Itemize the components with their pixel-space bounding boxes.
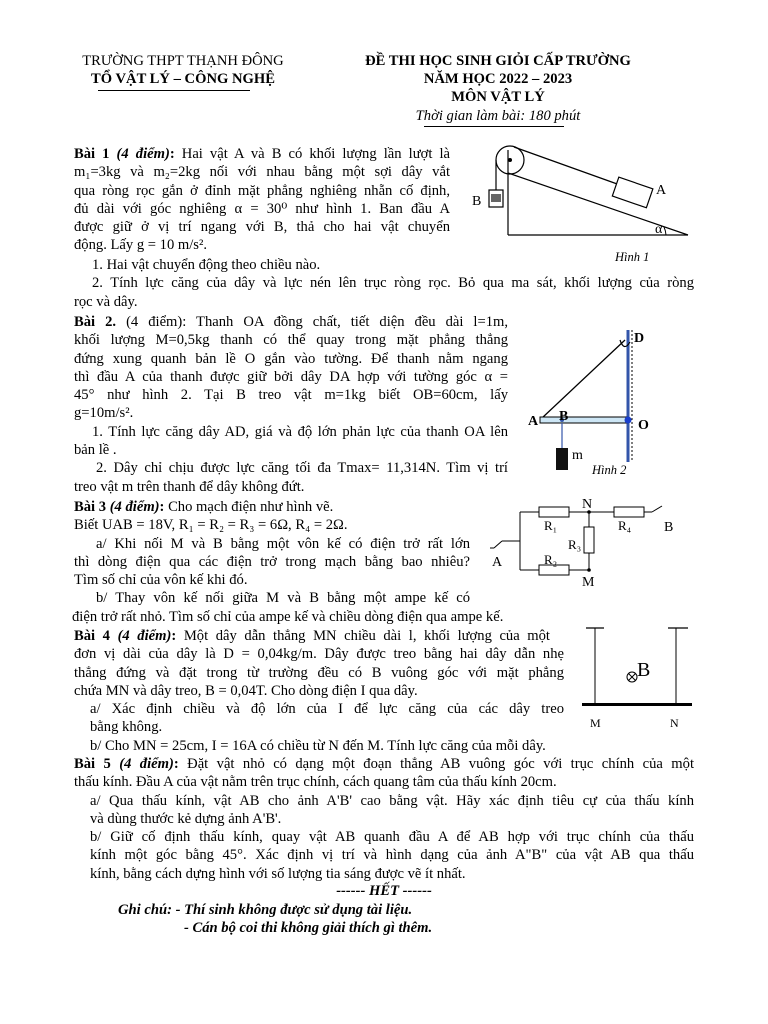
label-n: N	[670, 716, 679, 730]
figure-1-incline	[470, 140, 700, 270]
wall	[628, 330, 632, 462]
problem-5-question-a: a/ Qua thấu kính, vật AB cho ảnh A'B' cao bằng vật. Hãy xác định tiêu cự của thấu kính	[90, 792, 694, 809]
school-name: TRƯỜNG THPT THẠNH ĐÔNG	[82, 53, 284, 69]
problem-4-line: chứa MN và dây treo, B = 0,04T. Cho dòng điện I qua dây.	[74, 682, 418, 699]
label-a: A	[656, 183, 667, 198]
label-b-field: B	[637, 659, 651, 681]
problem-5-label: Bài 5	[74, 756, 111, 772]
problem-3-points: (4 điểm)	[109, 499, 160, 515]
label-b: B	[559, 409, 569, 424]
label-n: N	[582, 497, 593, 512]
problem-2-line: 45° như hình 2. Tại B treo vật m=1kg biết OB=60cm, lấy	[74, 387, 508, 404]
figure-2-caption: Hình 2	[592, 463, 627, 477]
label-m: M	[582, 575, 595, 590]
problem-5-question-b-cont: kính một góc bằng 45°. Xác định vị trí và hình dạng của ảnh A"B" của vật AB qua thấu	[90, 847, 694, 864]
problem-1-line: Hai vật A và B có khối lượng lần lượt là	[181, 146, 450, 162]
problem-5-question-b: b/ Giữ cố định thấu kính, quay vật AB quanh đầu A để AB hợp với trục chính của thấu	[90, 829, 694, 846]
resistor-r1	[539, 507, 569, 517]
problem-2-line: khối lượng M=0,5kg thanh có thể quay trong mặt phẳng thẳng	[74, 332, 508, 349]
label-o: O	[638, 418, 649, 433]
footer-note-1: Ghi chú: - Thí sinh không được sử dụng tài liệu.	[118, 902, 413, 918]
header-underline-left	[98, 90, 250, 91]
problem-3-text: Bài 3 (4 điểm): Cho mạch điện như hình vẽ. Biết UAB = 18V, R₁ = R₂ = R₃ = 6Ω, R₄ = 2Ω. a/ Khi nối M và B bằng một vôn kế có điện trở rất lớn thì dòng điện qua các điện trở trong mạch bằng bao nhiêu? Tìm số chỉ của vôn kế khi đó. b/ Thay vôn kế nối giữa M và B bằng một ampe kế có điện trở rất nhỏ. Tìm số chỉ của ampe kế và chiều dòng điện qua ampe kế.	[74, 498, 570, 626]
problem-1-label: Bài 1	[74, 146, 110, 162]
hinge-o	[625, 417, 632, 424]
label-m: M	[590, 716, 601, 730]
problem-2-line: g=10m/s².	[74, 405, 134, 422]
problem-1-question-2: 2. Tính lực căng của dây và lực nén lên trục ròng rọc. Bỏ qua ma sát, khối lượng của ròng	[92, 275, 694, 292]
problem-5-points: (4 điểm)	[119, 756, 174, 772]
problem-2-question-1-cont: bản lề .	[74, 442, 117, 459]
problem-1-line: m₁=3kg và m₂=2kg nối với nhau bằng một sợi dây vắt	[74, 164, 450, 181]
exam-subject: MÔN VẬT LÝ	[451, 89, 545, 105]
string-da	[542, 340, 625, 418]
problem-3-question-b: b/ Thay vôn kế nối giữa M và B bằng một ampe kế có	[96, 590, 470, 607]
angle-alpha: α	[655, 222, 663, 237]
problem-5-line: thấu kính. Đầu A của vật nằm trên trục chính, cách quang tâm của thấu kính 20cm.	[74, 774, 557, 791]
problem-4-text: Bài 4 (4 điểm): Một dây dẫn thẳng MN chiều dài l, khối lượng của một đơn vị dài của dây là D = 0,04kg/m. Dây được treo bằng hai dây dẫn nhẹ thẳng đứng và đặt trong từ trường đều có B vuông góc với mặt phẳng chứa MN và dây treo, B = 0,04T. Cho dòng điện I qua dây. a/ Xác định chiều và độ lớn của I để lực căng của các dây treo bằng không. b/ Cho MN = 25cm, I = 16A có chiều từ N đến M. Tính lực căng của mỗi dây.	[74, 627, 694, 755]
problem-3-question-a-cont: thì dòng điện qua các điện trở trong mạch bằng bao nhiêu?	[74, 553, 470, 570]
problem-1-question-2-cont: rọc và dây.	[74, 293, 138, 310]
node-m	[587, 568, 591, 572]
problem-5-text: Bài 5 (4 điểm): Đặt vật nhỏ có dạng một đoạn thẳng AB vuông góc với trục chính của một thấu kính. Đầu A của vật nằm trên trục chính, cách quang tâm của thấu kính 20cm. a/ Qua thấu kính, vật AB cho ảnh A'B' cao bằng vật. Hãy xác định tiêu cự của thấu kính và dùng thước kẻ dựng ảnh A'B'. b/ Giữ cố định thấu kính, quay vật AB quanh đầu A để AB hợp với trục chính của thấu kính một góc bằng 45°. Xác định vị trí và hình dạng của ảnh A"B" của vật AB qua thấu kính, bằng cách dựng hình với số lượng tia sáng được vẽ ít nhất.	[74, 756, 695, 882]
problem-3-line: Biết UAB = 18V, R₁ = R₂ = R₃ = 6Ω, R₄ = 2Ω.	[74, 517, 348, 534]
label-d: D	[634, 331, 645, 346]
problem-3-question-a: a/ Khi nối M và B bằng một vôn kế có điện trở rất lớn	[96, 535, 470, 552]
problem-3-line: Cho mạch điện như hình vẽ.	[168, 499, 334, 515]
label-r1: R₁	[544, 518, 558, 533]
problem-4-line: Một dây dẫn thẳng MN chiều dài l, khối lượng của một	[183, 628, 550, 644]
header-underline-right	[424, 126, 564, 127]
problem-5-question-a-cont: và dùng thước kẻ dựng ảnh A'B'.	[90, 810, 282, 827]
problem-2-line: đứng xung quanh bản lề O gắn vào tường. Để thanh nằm ngang	[74, 350, 508, 367]
label-r2: R₂	[544, 552, 558, 567]
problem-4-line: đơn vị dài của dây là D = 0,04kg/m. Dây được treo bằng hai dây dẫn nhẹ	[74, 646, 564, 663]
label-b: B	[664, 520, 674, 535]
rod-oa	[540, 417, 628, 423]
problem-2-question-2: 2. Dây chỉ chịu được lực căng tối đa Tmax= 11,314N. Tìm vị trí	[96, 460, 508, 477]
problem-2-question-1: 1. Tính lực căng dây AD, giá và độ lớn phản lực của thanh OA lên	[92, 423, 508, 440]
problem-2-label: Bài 2.	[74, 314, 117, 330]
problem-2-line: (4 điểm): Thanh OA đồng chất, tiết diện đều dài l=1m,	[126, 314, 509, 330]
problem-1-line: đủ dài với góc nghiêng α = 30⁰ như hình 1. Ban đầu A	[74, 200, 450, 217]
figure-2-rod	[522, 322, 662, 480]
resistor-r4	[614, 507, 644, 517]
problem-2-question-2-cont: treo vật m trên thanh để dây không đứt.	[74, 478, 305, 495]
exam-time: Thời gian làm bài: 180 phút	[415, 108, 581, 124]
problem-3-question-b-cont: điện trở rất nhỏ. Tìm số chỉ của ampe kế và chiều dòng điện qua ampe kế.	[72, 608, 504, 625]
figure-1-caption: Hình 1	[615, 250, 650, 264]
footer-note-2: - Cán bộ coi thi không giải thích gì thêm.	[184, 920, 433, 936]
problem-1-line: qua ròng rọc gắn ở đỉnh mặt phẳng nghiêng nhẵn cố định,	[74, 182, 450, 199]
label-b: B	[472, 194, 482, 209]
problem-4-question-a: a/ Xác định chiều và độ lớn của I để lực căng của các dây treo	[90, 701, 564, 718]
problem-1-question-1: 1. Hai vật chuyển động theo chiều nào.	[92, 257, 321, 273]
exam-year: NĂM HỌC 2022 – 2023	[423, 71, 573, 87]
end-marker: ------ HẾT ------	[336, 883, 432, 899]
label-a: A	[492, 555, 503, 570]
problem-4-question-a-cont: bằng không.	[90, 719, 163, 736]
problem-4-points: (4 điểm)	[117, 628, 172, 644]
problem-2-line: thì đầu A của thanh được giữ bởi dây DA hợp với tường góc α =	[74, 368, 508, 385]
problem-4-line: thẳng đứng và đặt trong từ trường đều có B vuông góc với mặt phẳng	[74, 664, 564, 681]
school-header	[68, 52, 298, 88]
problem-1-points: (4 điểm)	[116, 146, 170, 162]
problem-4-label: Bài 4	[74, 628, 110, 644]
resistor-r3	[584, 527, 594, 553]
problem-3-question-a-cont: Tìm số chỉ của vôn kế khi đó.	[74, 572, 248, 589]
exam-header	[318, 52, 678, 106]
figure-4-wire	[570, 620, 710, 732]
problem-5-question-b-cont: kính, bằng cách dựng hình với số lượng tia sáng được vẽ ít nhất.	[90, 865, 466, 882]
block-a	[612, 177, 653, 208]
problem-1-line: được giữ ở vị trí ngang với B, thả cho hai vật chuyển	[74, 219, 450, 236]
label-r4: R₄	[618, 518, 632, 533]
problem-1-text: Bài 1 (4 điểm): Hai vật A và B có khối lượng lần lượt là m₁=3kg và m₂=2kg nối với nhau bằng một sợi dây vắt qua ròng rọc gắn ở đỉnh mặt phẳng nghiêng nhẵn cố định, đủ dài với góc nghiêng α = 30⁰ như hình 1. Ban đầu A được giữ ở vị trí ngang với B, thả cho hai vật chuyển động. Lấy g = 10 m/s².	[74, 146, 450, 254]
problem-5-line: Đặt vật nhỏ có dạng một đoạn thẳng AB vuông góc với trục chính của một	[187, 756, 695, 772]
label-r3: R₃	[568, 537, 582, 552]
wire-mn	[582, 703, 692, 706]
exam-title: ĐỀ THI HỌC SINH GIỎI CẤP TRƯỜNG	[365, 53, 631, 69]
problem-4-question-b: b/ Cho MN = 25cm, I = 16A có chiều từ N đến M. Tính lực căng của mỗi dây.	[90, 737, 546, 754]
label-a: A	[528, 414, 539, 429]
problem-1-line: động. Lấy g = 10 m/s².	[74, 237, 207, 254]
label-m: m	[572, 448, 583, 463]
problem-3-label: Bài 3	[74, 499, 107, 515]
rope-a	[514, 147, 620, 185]
problem-2-text	[74, 313, 508, 496]
figure-3-circuit	[484, 494, 694, 590]
mass-m	[556, 448, 568, 470]
department-name: TỔ VẬT LÝ – CÔNG NGHỆ	[91, 71, 275, 87]
